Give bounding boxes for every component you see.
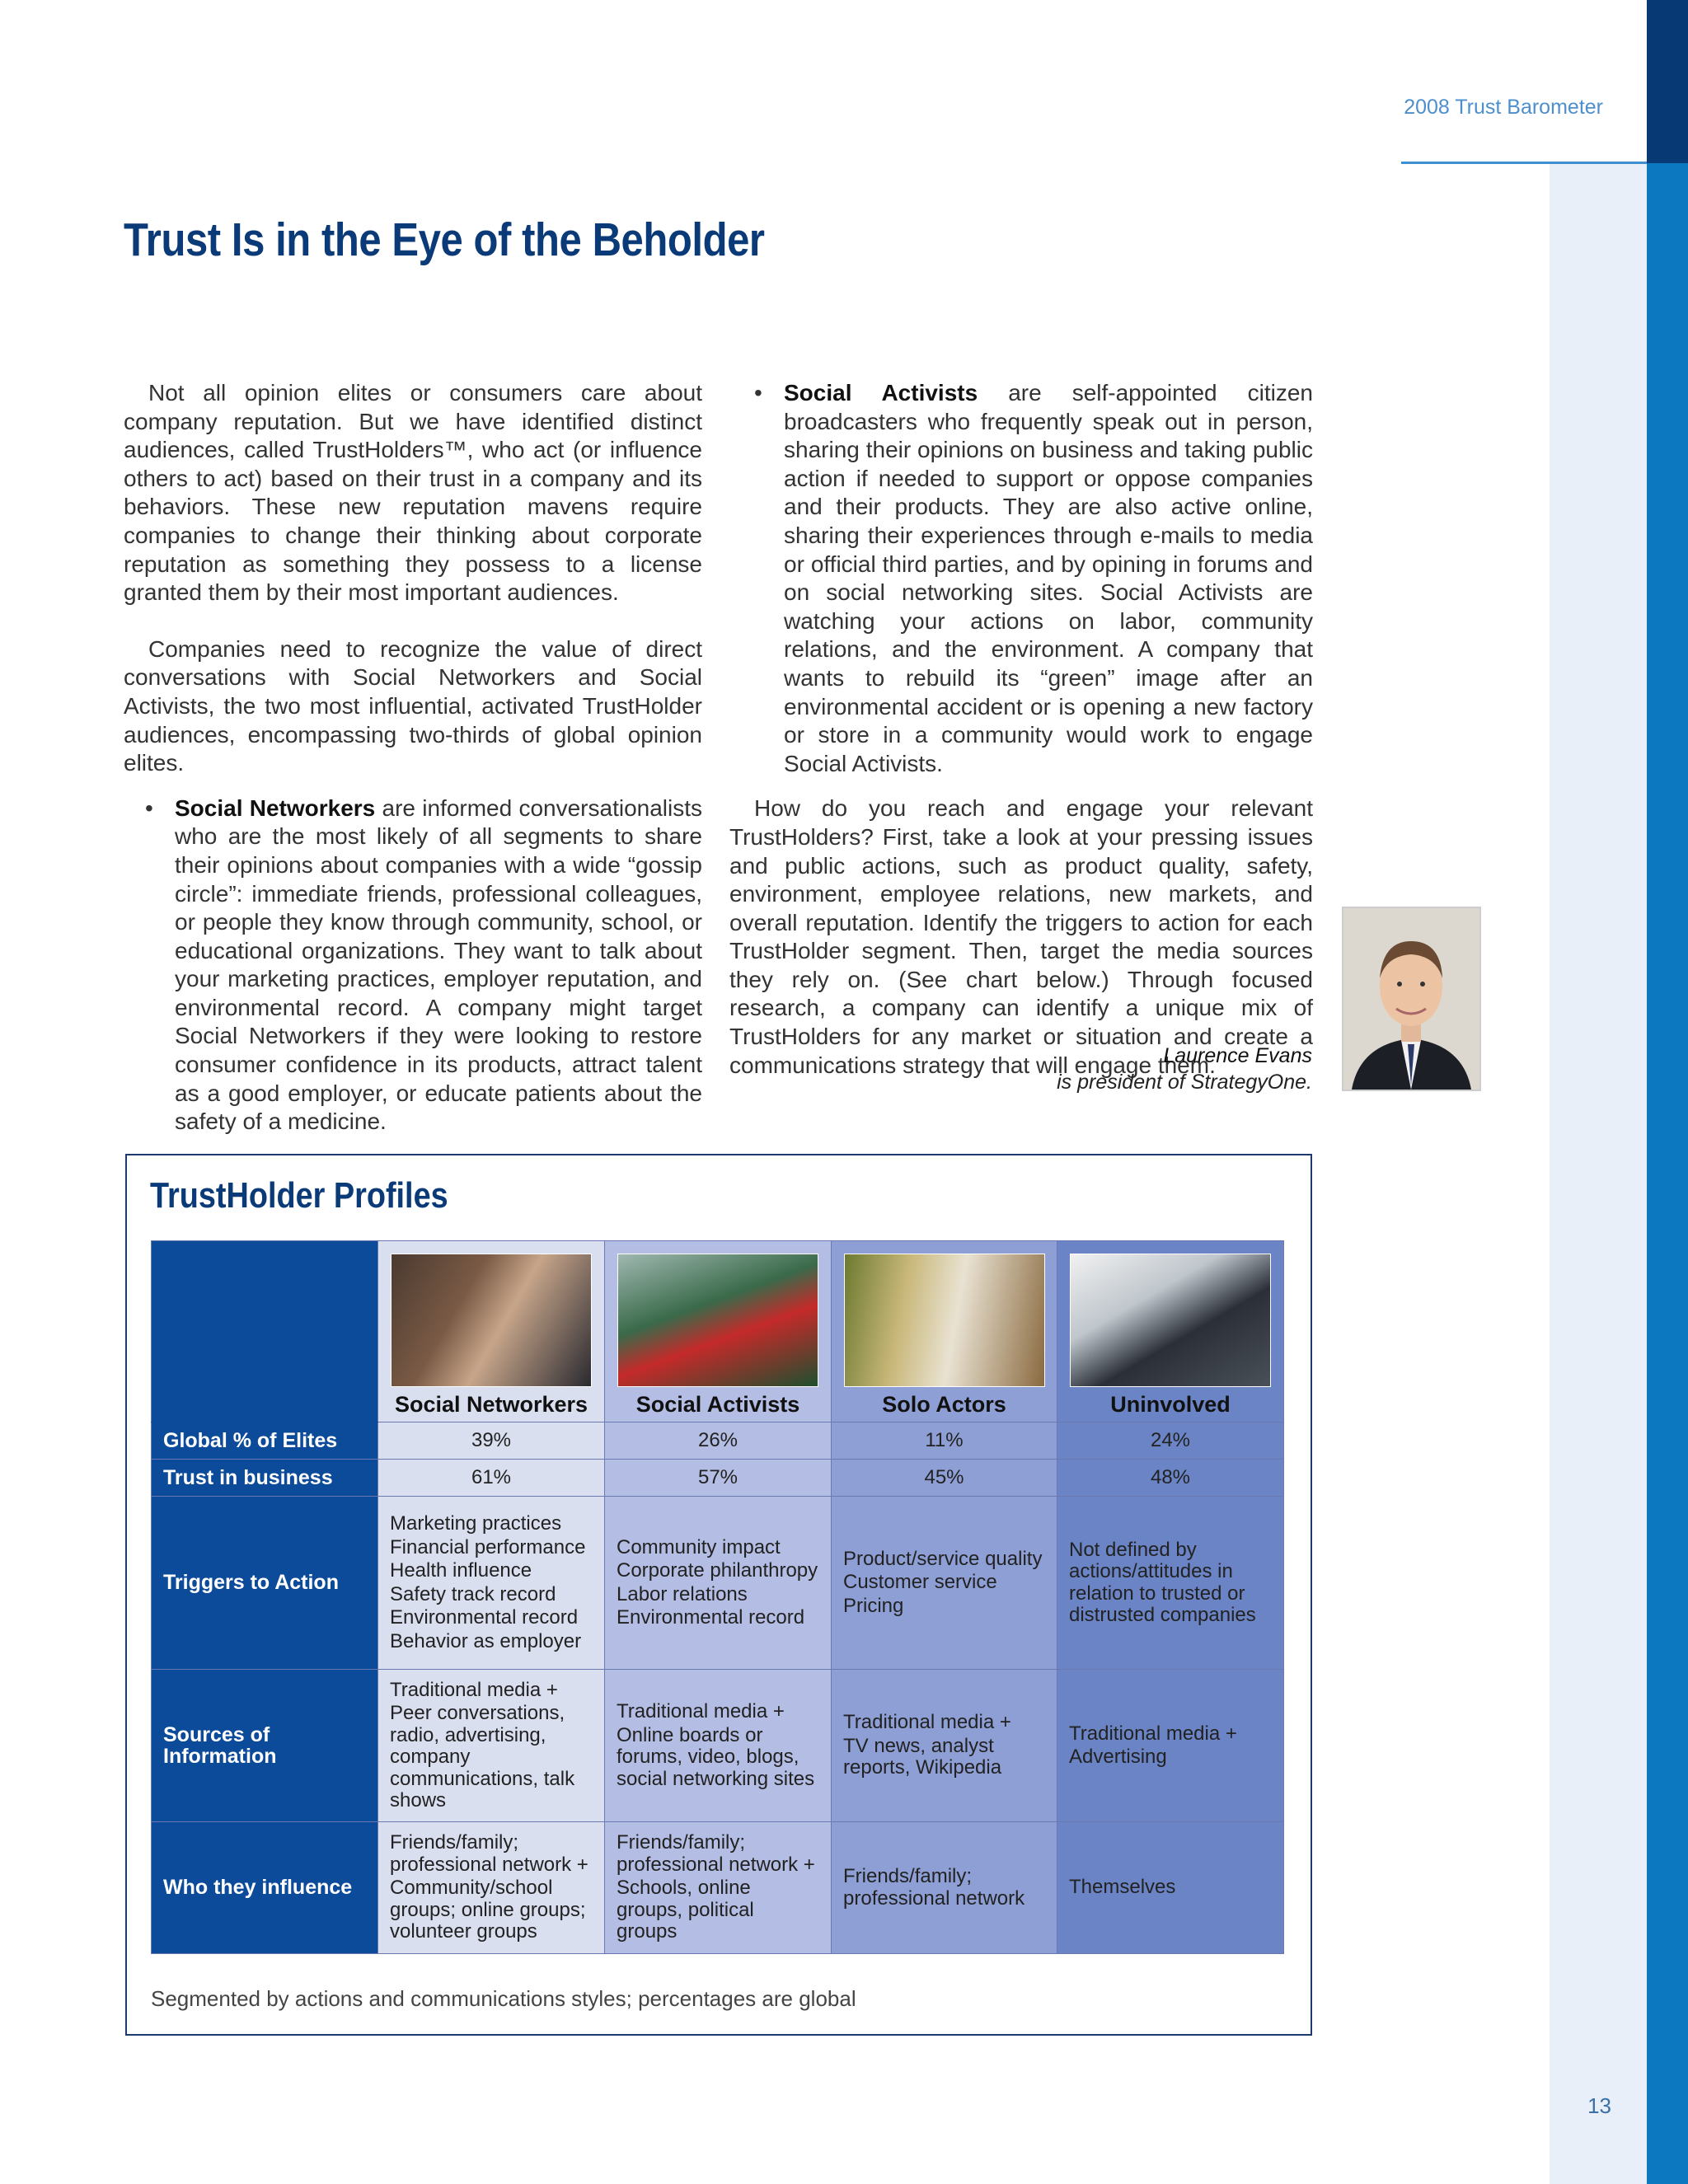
running-head: 2008 Trust Barometer xyxy=(1404,96,1603,119)
paragraph: How do you reach and engage your relevant TrustHolders? First, take a look at your pressing issues and public actions, such as product quality, safety, environment, employee relations, new markets, and overall reputation. Identify the triggers to action for each TrustHolder segment. Then, target the media sources they rely on. (See chart below.) Through focused research, a company can identify a unique mix of TrustHolders for any market or situation and create a communications strategy that will engage them. xyxy=(729,795,1313,1078)
column-header-label: Social Activists xyxy=(635,1391,800,1417)
cell-line: Customer service xyxy=(843,1571,997,1594)
cell-line: Product/service quality xyxy=(843,1547,1043,1570)
cell-line: Peer conversations, radio, advertising, company communications, talk shows xyxy=(390,1702,575,1811)
column-header-label: Uninvolved xyxy=(1110,1391,1231,1417)
cell-line: Marketing practices xyxy=(390,1512,562,1535)
paragraph: Not all opinion elites or consumers care about company reputation. But we have identified distinct audiences, called TrustHolders™, who act (or influence others to act) based on their trust in a company and its behaviors. These new reputation mavens require companies to change their thinking about corporate reputation as something they possess to a license granted them by their most important audiences. xyxy=(124,380,702,606)
cell-line: Traditional media + xyxy=(1069,1722,1237,1745)
bullet-social-activists xyxy=(729,379,1313,778)
cell-line: Environmental record xyxy=(390,1606,579,1629)
table-cell: 48% xyxy=(1057,1460,1284,1497)
table-row-header xyxy=(152,1241,1284,1422)
row-label: Sources of Information xyxy=(152,1670,378,1822)
row-label: Triggers to Action xyxy=(152,1497,378,1670)
bullet-text: are self-appointed citizen broadcasters who frequently speak out in person, sharing their opinions on business and taking public action if needed to support or oppose companies and their products. They are also active online, sharing their experiences through e-mails to media or official third parties, and by opining in forums and on social networking sites. Social Activists are watching your actions on labor, community relations, and the environment. A company that wants to rebuild its “green” image after an environmental accident or is opening a new factory or store in a community would work to engage Social Activists. xyxy=(784,380,1313,776)
cell-line: Financial performance xyxy=(390,1535,586,1558)
cell-line: Corporate philanthropy xyxy=(617,1559,818,1582)
author-portrait xyxy=(1342,907,1481,1091)
table-cell: 61% xyxy=(378,1460,605,1497)
cell-line: Friends/family; professional network xyxy=(843,1865,1025,1910)
right-decorative-band xyxy=(1647,0,1688,2184)
table-cell xyxy=(1057,1822,1284,1954)
table-cell: 45% xyxy=(832,1460,1057,1497)
column-header-uninvolved xyxy=(1057,1241,1284,1422)
table-cell xyxy=(832,1670,1057,1822)
cell-line: Friends/family; professional network + xyxy=(390,1831,588,1876)
table-cell: 26% xyxy=(605,1422,832,1460)
page-number: 13 xyxy=(1587,2093,1611,2118)
cell-line: Health influence xyxy=(390,1559,532,1582)
left-column xyxy=(124,379,702,1137)
header-rule xyxy=(1401,162,1647,164)
cell-line: Traditional media + xyxy=(843,1711,1011,1734)
table-cell xyxy=(378,1822,605,1954)
column-header-label: Solo Actors xyxy=(882,1391,1006,1417)
bullet-lead: Social Networkers xyxy=(175,794,376,821)
right-decorative-band-top xyxy=(1647,0,1688,163)
author-signature xyxy=(907,1043,1312,1095)
bullet-icon: • xyxy=(754,380,762,405)
row-label: Trust in business xyxy=(152,1460,378,1497)
paragraph: Companies need to recognize the value of direct conversations with Social Networkers and Social Activists, the two most influential, activated TrustHolder audiences, encompassing two-thirds of global opinion elites. xyxy=(124,635,702,776)
row-label: Global % of Elites xyxy=(152,1422,378,1460)
row-label: Who they influence xyxy=(152,1822,378,1954)
table-cell xyxy=(832,1822,1057,1954)
table-cell: 24% xyxy=(1057,1422,1284,1460)
photo-social-activist xyxy=(617,1254,818,1387)
right-column xyxy=(729,379,1313,1080)
cell-line: TV news, analyst reports, Wikipedia xyxy=(843,1734,1002,1779)
table-cell: 57% xyxy=(605,1460,832,1497)
photo-solo-actor xyxy=(844,1254,1045,1387)
column-header-social-activists xyxy=(605,1241,832,1422)
table-cell xyxy=(605,1497,832,1670)
bullet-text: are informed conversationalists who are the most likely of all segments to share their opinions about companies with a wide “gossip circle”: immediate friends, professional colleagues, or people they know through community, school, or educational organizations. They want to talk about your marketing practices, employer reputation, and environmental record. A company might target Social Networkers if they were looking to restore consumer confidence in its products, attract talent as a good employer, or educate patients about the safety of a medicine. xyxy=(175,794,703,1135)
cell-line: Community/school groups; online groups; volunteer groups xyxy=(390,1877,586,1943)
cell-line: Environmental record xyxy=(617,1606,805,1629)
table-cell xyxy=(605,1670,832,1822)
table-cell xyxy=(1057,1670,1284,1822)
author-role: is president of StrategyOne. xyxy=(1057,1071,1312,1094)
column-header-social-networkers xyxy=(378,1241,605,1422)
column-header-label: Social Networkers xyxy=(394,1391,588,1417)
page-title: Trust Is in the Eye of the Beholder xyxy=(124,213,765,266)
table-cell xyxy=(378,1670,605,1822)
table-row-influence xyxy=(152,1822,1284,1954)
table-corner-cell xyxy=(152,1241,378,1422)
table-row-global-elites xyxy=(152,1422,1284,1460)
table-cell: 11% xyxy=(832,1422,1057,1460)
table-row-trust-in-business xyxy=(152,1460,1284,1497)
author-name: Laurence Evans xyxy=(1163,1044,1312,1067)
cell-line: Online boards or forums, video, blogs, social networking sites xyxy=(617,1723,815,1790)
cell-line: Community impact xyxy=(617,1535,781,1558)
cell-line: Safety track record xyxy=(390,1582,556,1605)
bullet-icon: • xyxy=(145,794,153,821)
cell-line: Traditional media + xyxy=(390,1678,558,1701)
column-header-solo-actors xyxy=(832,1241,1057,1422)
profiles-title: TrustHolder Profiles xyxy=(150,1175,448,1216)
cell-line: Schools, online groups, political groups xyxy=(617,1877,754,1943)
trustholder-profiles-table xyxy=(151,1240,1284,1954)
cell-line: Behavior as employer xyxy=(390,1629,582,1652)
table-cell xyxy=(605,1822,832,1954)
table-cell: 39% xyxy=(378,1422,605,1460)
right-decorative-band-light xyxy=(1550,163,1647,2184)
cell-line: Advertising xyxy=(1069,1746,1167,1768)
bullet-lead: Social Activists xyxy=(784,380,978,405)
cell-line: Not defined by actions/attitudes in relation to trusted or distrusted companies xyxy=(1069,1538,1256,1626)
bullet-social-networkers xyxy=(124,794,702,1137)
cell-line: Traditional media + xyxy=(617,1700,785,1722)
cell-line: Friends/family; professional network + xyxy=(617,1831,815,1876)
cell-line: Pricing xyxy=(843,1594,904,1617)
table-cell xyxy=(832,1497,1057,1670)
table-cell xyxy=(1057,1497,1284,1670)
profiles-footnote: Segmented by actions and communications styles; percentages are global xyxy=(151,1986,856,2011)
cell-line: Themselves xyxy=(1069,1876,1176,1899)
table-row-triggers xyxy=(152,1497,1284,1670)
photo-social-networker xyxy=(391,1254,592,1387)
table-row-sources xyxy=(152,1670,1284,1822)
photo-uninvolved xyxy=(1070,1254,1271,1387)
cell-line: Labor relations xyxy=(617,1582,748,1605)
table-cell xyxy=(378,1497,605,1670)
